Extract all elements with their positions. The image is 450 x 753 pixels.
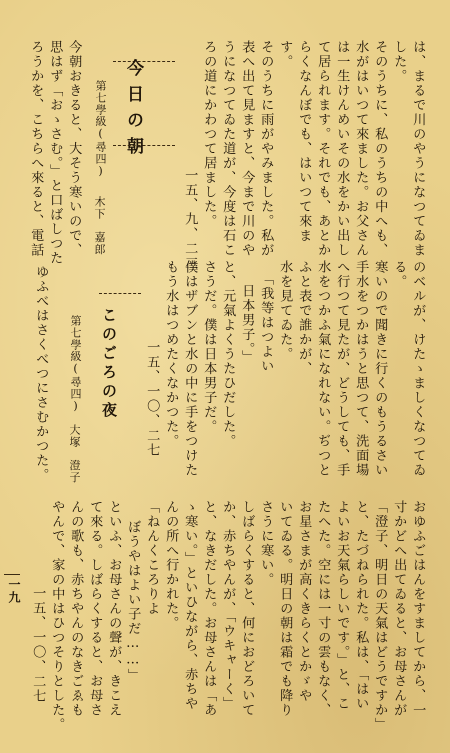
text-column: お星さまが高くきらくとかゞや [296, 500, 312, 703]
text-column: ふと表で誰かが、 [296, 260, 312, 376]
text-column: さうに寒い。 [258, 500, 274, 587]
date-line: 一五、一〇、二七 [144, 340, 160, 458]
text-column: ろの道にかわつて居ました。 [201, 40, 217, 229]
text-column: 思はず「おゝさむ。」と口ばしつた [47, 40, 63, 266]
text-column: のベルが、けたゝましくなつてゐ [410, 260, 426, 478]
text-column: か、赤ちやんが、「ウキャーく」 [220, 500, 236, 711]
text-column: した。 [391, 40, 407, 84]
text-column: は一生けんめいその水をかい出し [334, 40, 350, 258]
text-column: 今朝おきると、大そう寒いので、 [66, 40, 82, 258]
text-column: と、元氣よくうたひだした。 [220, 260, 236, 449]
text-column: んの歌も、赤ちやんのなきごゑも [68, 500, 84, 718]
page-number-rule [4, 574, 20, 575]
text-column: 「澄子、明日の天氣はどうですか」 [372, 500, 388, 732]
text-column: さうだ。僕は日本男子だ。 [201, 260, 217, 434]
text-column: らくなんぼでも、はいつて來ま [296, 40, 312, 243]
story-grade: 第七學級(尋四) [69, 315, 82, 414]
text-column: 表へ出て見ますと、今まで川のや [239, 40, 255, 258]
text-column: といふ、お母さんの聲が、きこえ [106, 500, 122, 718]
text-column: 寒いので聞きに行くのもうるさい [372, 260, 388, 478]
text-column: 僕はザブンと水の中に手をつけた [182, 260, 198, 478]
text-column: て居られます。それでも、あとか [315, 40, 331, 258]
text-column: 寸かどへ出てゐると、お母さんが [391, 500, 407, 718]
text-column: しばらくすると、何におどろいて [239, 500, 255, 718]
text-column: と、なきだした。お母さんは「あ [201, 500, 217, 718]
text-column: 水を見てゐた。 [277, 260, 293, 362]
text-column: す。 [277, 40, 293, 69]
text-column: おゆふごはんをすましてから、一 [410, 500, 426, 718]
date-line: 一五、一〇、二七 [30, 586, 46, 704]
text-column: と、たづねられた。私は、「はい [353, 500, 369, 711]
text-column: ろうかを、こちらへ來ると、電話 [28, 40, 44, 258]
text-column: そのうちに雨がやみました。私が [258, 40, 274, 258]
page-number: 一九 [7, 578, 21, 604]
text-column: ゝ寒い。」といひながら、赤ちや [182, 500, 198, 711]
text-column: へ行つて見たが、どうしても、手 [334, 260, 350, 478]
text-column: 日本男子。」 [239, 284, 255, 365]
text-column: やんで、家の中はひつそりとした。 [49, 500, 65, 732]
date-line: 一五、九、二三 [182, 168, 198, 271]
text-column: 「我等はつよい [258, 272, 274, 374]
divider-line [99, 293, 141, 294]
story-author: 木下 嘉郎 [93, 196, 106, 255]
text-column: 水がはいつて來ました。お父さん [353, 40, 369, 258]
text-column: そのうちに、私のうちの中へも、 [372, 40, 388, 258]
text-column: 「ねんくころりよ [144, 500, 160, 616]
divider-line [113, 145, 175, 146]
text-column: ゆふべはさくべつにさむかつた。 [33, 265, 49, 483]
text-column: たへた。空には一寸の雲もなく、 [315, 500, 331, 718]
text-column: 手水をつかはうと思つて、洗面場 [353, 260, 369, 478]
story-grade: 第七學級(尋四) [94, 80, 107, 179]
text-column: ぼうやはよい子だ……」 [125, 520, 141, 684]
text-column: は、まるで川のやうになつてゐま [410, 40, 426, 258]
text-column: よいお天氣らしいです。」と、こ [334, 500, 350, 711]
text-column: て來る。しばらくすると、お母さ [87, 500, 103, 718]
story-author: 大塚 澄子 [68, 424, 81, 483]
text-column: うになつてゐた道が、今度は石こ [220, 40, 236, 258]
text-column: いてゐる。明日の朝は霜でも降り [277, 500, 293, 718]
text-column: んの所へ行かれた。 [163, 500, 179, 631]
text-column: もう水はつめたくなかつた。 [163, 260, 179, 449]
story-title: 今日の朝 [123, 59, 143, 163]
text-column: 水をつかふ氣になれない。ぢつと [315, 260, 331, 478]
text-column: る。 [391, 260, 407, 289]
story-title: このごろの夜 [100, 307, 118, 421]
